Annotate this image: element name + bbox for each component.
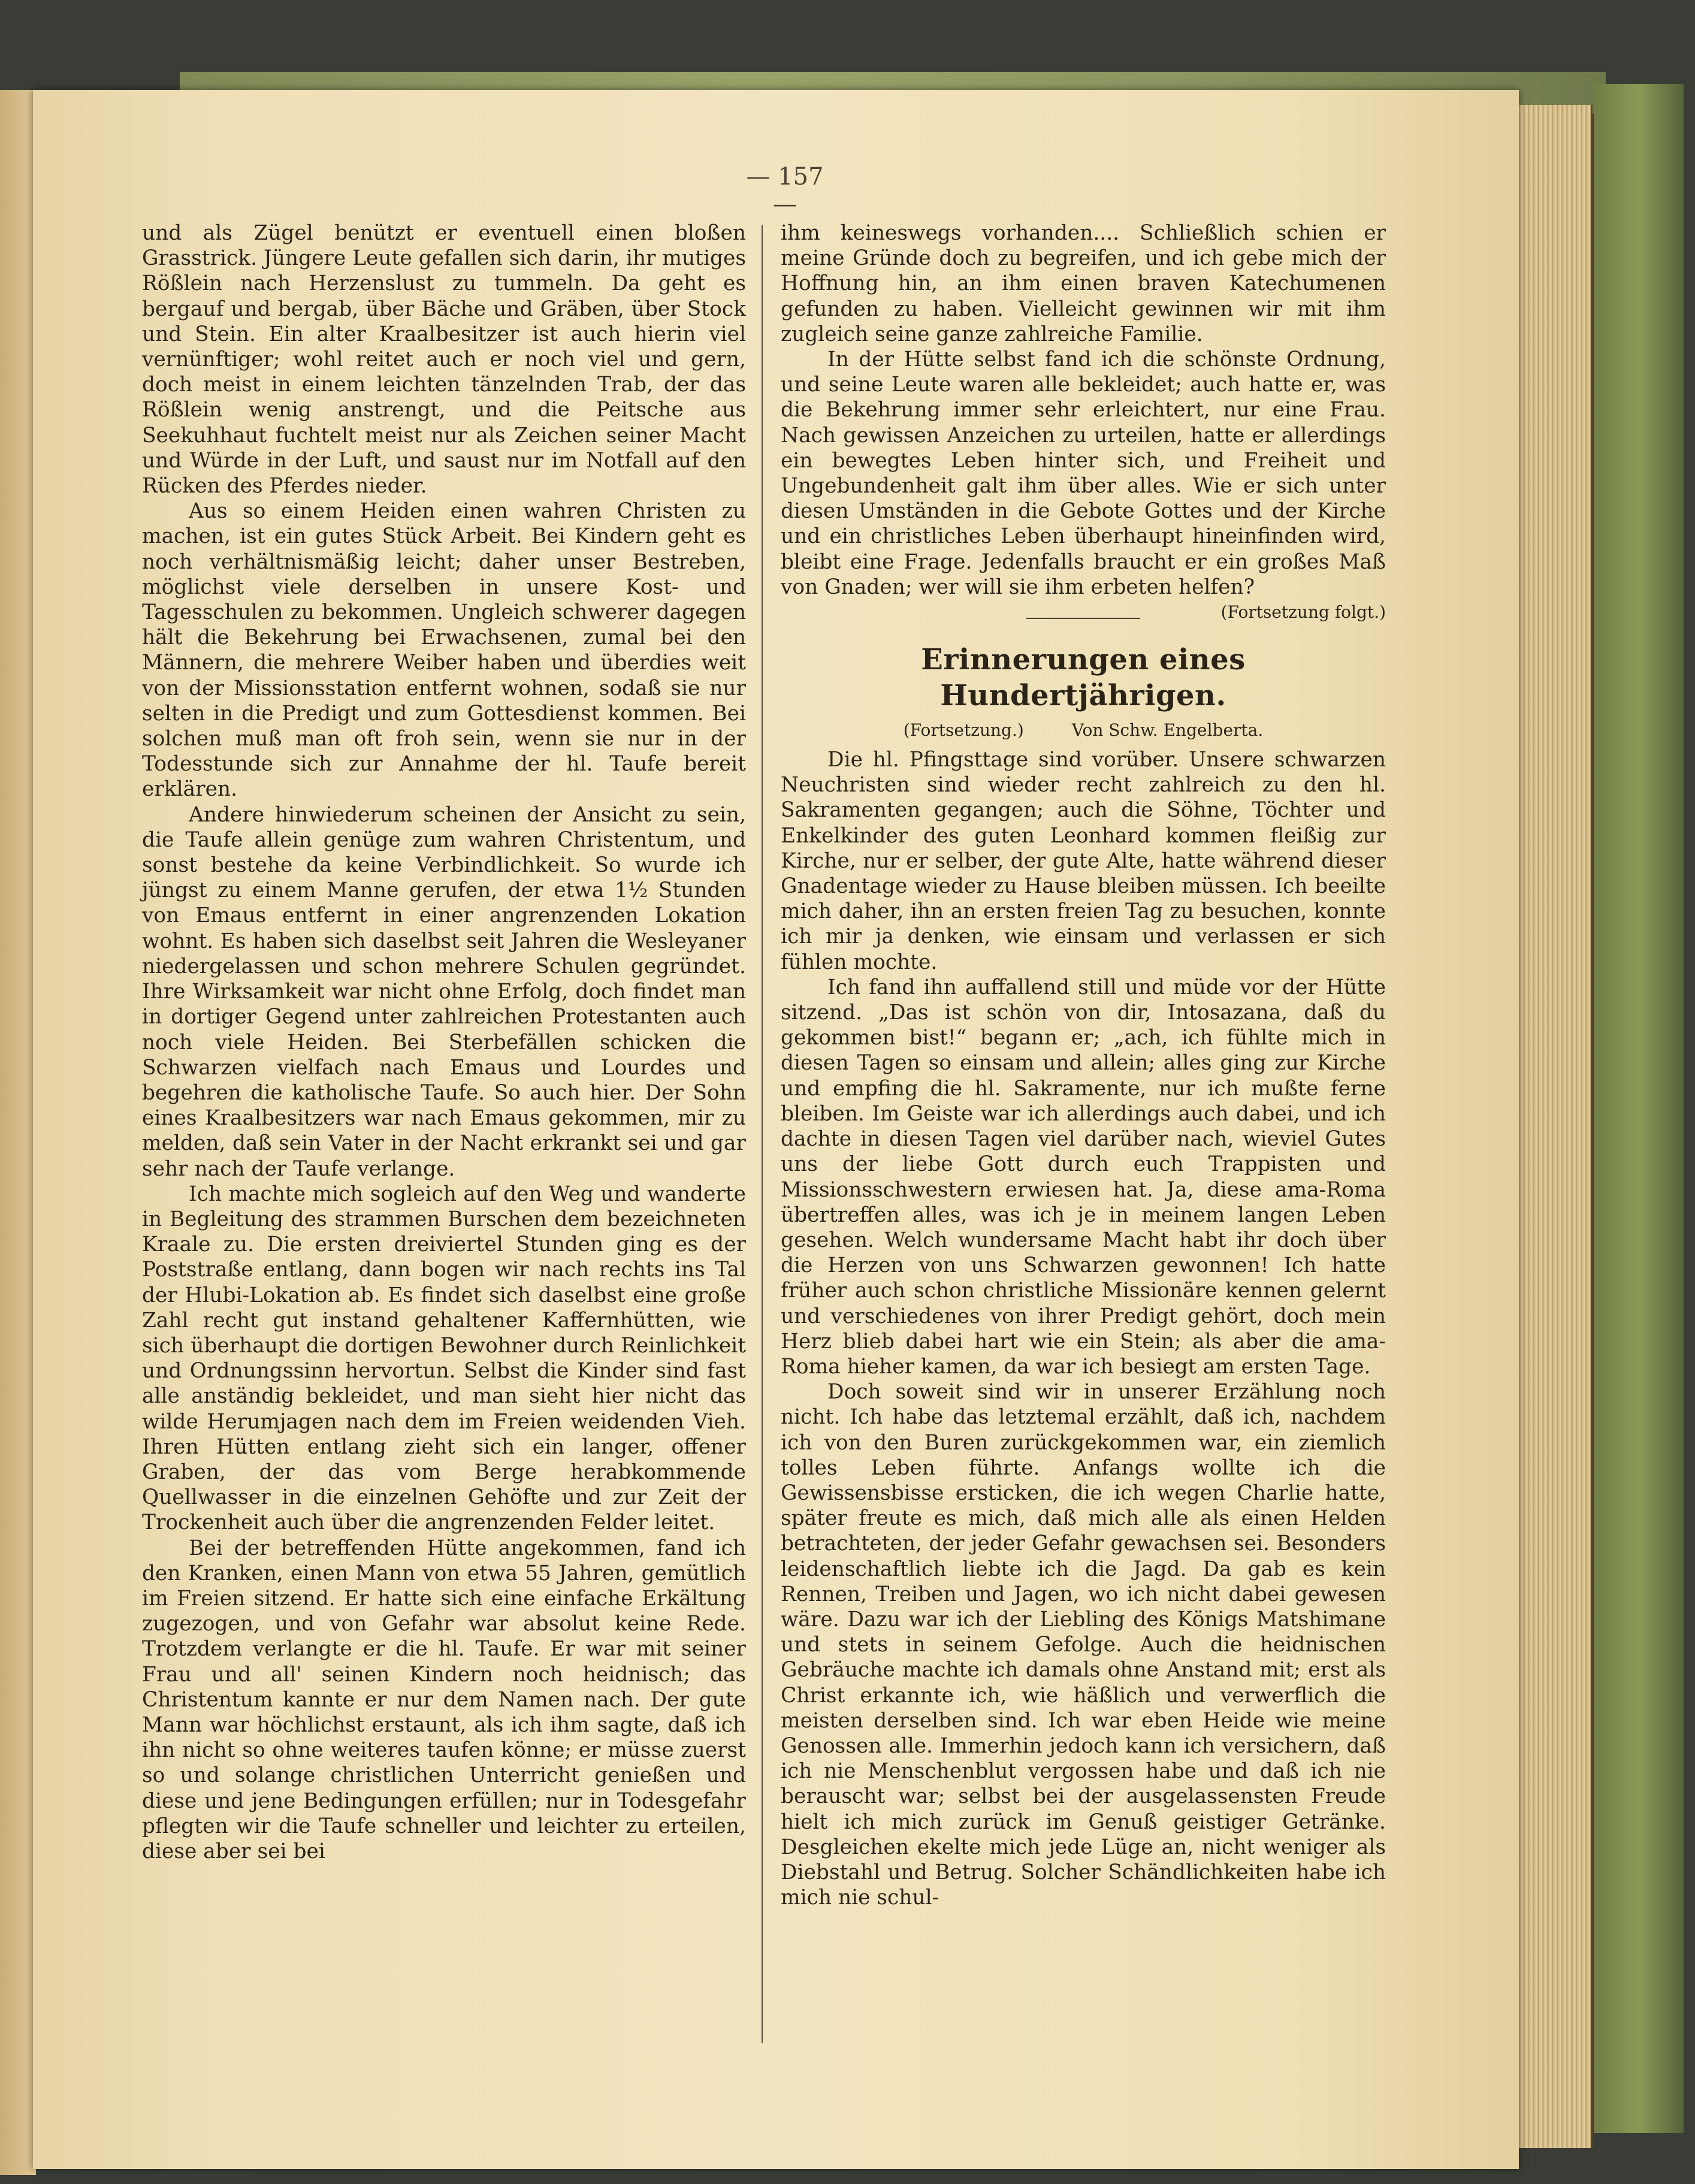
left-column: [142, 220, 746, 1864]
paragraph: und als Zügel benützt er eventuell einen bloßen Grasstrick. Jüngere Leute gefallen sich darin, ihr mutiges Rößlein nach Herzenslust zu tummeln. Da geht es bergauf und bergab, über Bäche und Gräben, über Stock und Stein. Ein alter Kraalbesitzer ist auch hierin viel vernünftiger; wohl reitet auch er noch viel und gern, doch meist in einem leichten tänzelnden Trab, der das Rößlein wenig anstrengt, und die Peitsche aus Seekuhhaut fuchtelt meist nur als Zeichen seiner Macht und Würde in der Luft, und saust nur im Notfall auf den Rücken des Pferdes nieder.: [142, 221, 746, 499]
continuation-note: (Fortsetzung folgt.): [1220, 602, 1386, 623]
column-divider: [762, 225, 763, 2043]
paragraph: Andere hinwiederum scheinen der Ansicht zu sein, die Taufe allein genüge zum wahren Christentum, und sonst bestehe da keine Verbindlichkeit. So wurde ich jüngst zu einem Manne gerufen, der etwa 1½ Stunden von Emaus entfernt in einer angrenzenden Lokation wohnt. Es haben sich daselbst seit Jahren die Wesleyaner niedergelassen und schon mehrere Schulen gegründet. Ihre Wirksamkeit war nicht ohne Erfolg, doch findet man in dortiger Gegend unter zahlreichen Protestanten auch noch viele Heiden. Bei Sterbefällen schicken die Schwarzen vielfach nach Emaus und Lourdes und begehren die katholische Taufe. So auch hier. Der Sohn eines Kraalbesitzers war nach Emaus gekommen, mir zu melden, daß sein Vater in der Nacht erkrankt sei und gar sehr nach der Taufe verlange.: [142, 802, 746, 1181]
byline: [781, 718, 1386, 742]
paragraph: Ich machte mich sogleich auf den Weg und wanderte in Begleitung des strammen Burschen dem bezeichneten Kraale zu. Die ersten dreiviertel Stunden ging es der Poststraße entlang, dann bogen wir nach rechts ins Tal der Hlubi-Lokation ab. Es findet sich daselbst eine große Zahl recht gut instand gehaltener Kaffernhütten, wie sich überhaupt die dortigen Bewohner durch Reinlichkeit und Ordnungssinn hervortun. Selbst die Kinder sind fast alle anständig bekleidet, und man sieht hier nicht das wilde Herumjagen nach dem im Freien weidenden Vieh. Ihren Hütten entlang zieht sich ein langer, offener Graben, der das vom Berge herabkommende Quellwasser in die einzelnen Gehöfte und zur Zeit der Trockenheit auch über die angrenzenden Felder leitet.: [142, 1182, 746, 1535]
paragraph: Doch soweit sind wir in unserer Erzählung noch nicht. Ich habe das letztemal erzählt, daß ich, nachdem ich von den Buren zurückgekommen war, ein ziemlich tolles Leben führte. Anfangs wollte ich die Gewissensbisse ersticken, die ich wegen Charlie hatte, später freute es mich, daß mich alle als einen Helden betrachteten, der jeder Gefahr gewachsen sei. Besonders leidenschaftlich liebte ich die Jagd. Da gab es kein Rennen, Treiben und Jagen, wo ich nicht dabei gewesen wäre. Dazu war ich der Liebling des Königs Matshimane und stets in seinem Gefolge. Auch die heidnischen Gebräuche machte ich damals ohne Anstand mit; erst als Christ erkannte ich, wie häßlich und verwerflich die meisten derselben sind. Ich war eben Heide wie meine Genossen alle. Immerhin jedoch kann ich versichern, daß ich nie Menschenblut vergossen habe und daß ich nie berauscht war; selbst bei der ausgelassensten Freude hielt ich mich zurück im Genuß geistiger Getränke. Desgleichen ekelte mich jede Lüge an, nicht weniger als Diebstahl und Betrug. Solcher Schändlichkeiten habe ich mich nie schul-: [781, 1380, 1386, 1910]
paragraph: Bei der betreffenden Hütte angekommen, fand ich den Kranken, einen Mann von etwa 55 Jahren, gemütlich im Freien sitzend. Er hatte sich eine einfache Erkältung zugezogen, und von Gefahr war absolut keine Rede. Trotzdem verlangte er die hl. Taufe. Er war mit seiner Frau und all' seinen Kindern noch heidnisch; das Christentum kannte er nur dem Namen nach. Der gute Mann war höchlichst erstaunt, als ich ihm sagte, daß ich ihn nicht so ohne weiteres taufen könne; er müsse zuerst so und solange christlichen Unterricht genießen und diese und jene Bedingungen erfüllen; nur in Todesgefahr pflegten wir die Taufe schneller und leichter zu erteilen, diese aber sei bei: [142, 1536, 746, 1863]
paragraph: [781, 347, 1386, 623]
right-column: [781, 220, 1386, 1910]
paragraph: Aus so einem Heiden einen wahren Christen zu machen, ist ein gutes Stück Arbeit. Bei Kindern geht es noch verhältnismäßig leicht; daher unser Bestreben, möglichst viele derselben in unsere Kost- und Tagesschulen zu bekommen. Ungleich schwerer dagegen hält die Bekehrung bei Erwachsenen, zumal bei den Männern, die mehrere Weiber haben und überdies weit von der Missionsstation entfernt wohnen, sodaß sie nur selten in die Predigt und zum Gottesdienst kommen. Bei solchen muß man oft froh sein, wenn sie nur in der Todesstunde sich zur Annahme der hl. Taufe bereit erklären.: [142, 499, 746, 802]
facing-page-strip: [0, 90, 36, 2175]
article-author: Von Schw. Engelberta.: [1071, 720, 1264, 741]
paragraph: Die hl. Pfingsttage sind vorüber. Unsere schwarzen Neuchristen sind wieder recht zahlreich zu den hl. Sakramenten gegangen; auch die Söhne, Töchter und Enkelkinder des guten Leonhard kommen fleißig zur Kirche, nur er selber, der gute Alte, hatte während dieser Gnadentage wieder zu Hause bleiben müssen. Ich beeilte mich daher, ihn an ersten freien Tag zu besuchen, konnte ich mir ja denken, wie einsam und verlassen er sich fühlen mochte.: [781, 748, 1386, 974]
paragraph: Ich fand ihn auffallend still und müde vor der Hütte sitzend. „Das ist schön von dir, Intosazana, daß du gekommen bist!“ begann er; „ach, ich fühlte mich in diesen Tagen so einsam und allein; alles ging zur Kirche und empfing die hl. Sakramente, nur ich mußte ferne bleiben. Im Geiste war ich allerdings auch dabei, und ich dachte in diesen Tagen viel darüber nach, wieviel Gutes uns der liebe Gott durch euch Trappisten und Missionsschwestern erwiesen hat. Ja, diese ama-Roma übertreffen alles, was ich je in meinem langen Leben gesehen. Welch wundersame Macht habt ihr doch über die Herzen von uns Schwarzen gewonnen! Ich hatte früher auch schon christliche Missionäre kennen gelernt und verschiedenes von ihrer Predigt gehört, doch mein Herz blieb dabei hart wie ein Stein; als aber die ama-Roma hieher kamen, da war ich besiegt am ersten Tage.: [781, 975, 1386, 1379]
article-continuation-label: (Fortsetzung.): [903, 720, 1024, 741]
page-number: — 157 —: [746, 163, 824, 218]
book-cover-edge: [1594, 84, 1684, 2133]
paragraph: ihm keineswegs vorhanden.... Schließlich schien er meine Gründe doch zu begreifen, und ich gebe mich der Hoffnung hin, an ihm einen braven Katechumenen gefunden zu haben. Vielleicht gewinnen wir mit ihm zugleich seine ganze zahlreiche Familie.: [781, 221, 1386, 346]
paragraph-text: In der Hütte selbst fand ich die schönste Ordnung, und seine Leute waren alle bekleidet; auch hatte er, was die Bekehrung immer sehr erleichtert, nur eine Frau. Nach gewissen Anzeichen zu urteilen, hatte er allerdings ein bewegtes Leben hinter sich, und Freiheit und Ungebundenheit galt ihm über alles. Wie er sich unter diesen Umständen in die Gebote Gottes und der Kirche und ein christliches Leben überhaupt hineinfinden wird, bleibt eine Frage. Jedenfalls braucht er ein großes Maß von Gnaden; wer will sie ihm erbeten helfen?: [781, 348, 1386, 599]
article-title: Erinnerungen eines Hundertjährigen.: [921, 643, 1246, 713]
section-separator: [1026, 618, 1140, 619]
